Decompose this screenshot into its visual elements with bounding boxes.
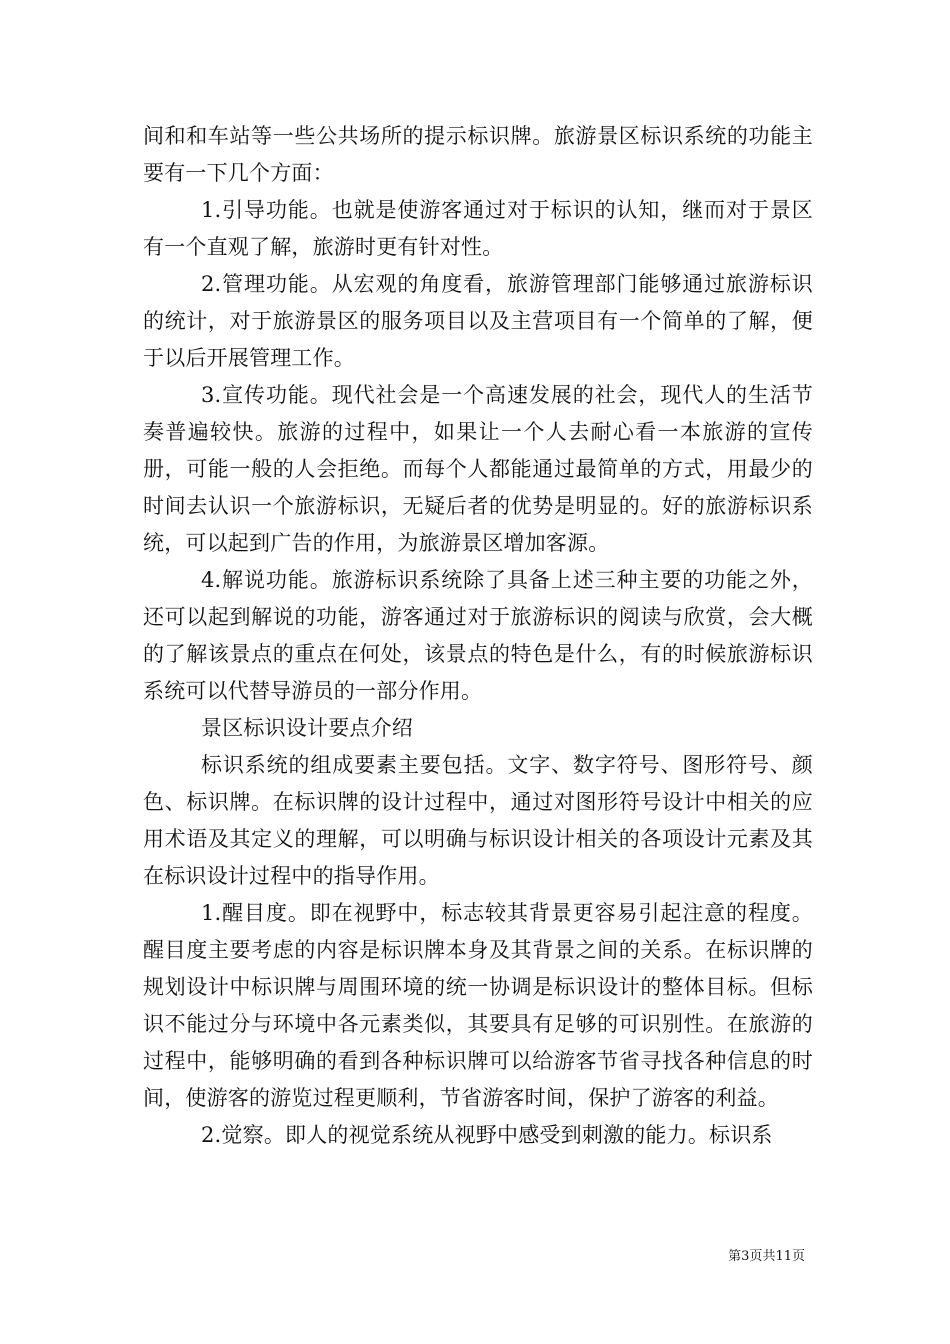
- paragraph-perception: 2.觉察。即人的视觉系统从视野中感受到刺激的能力。标识系: [201, 1123, 773, 1147]
- page-number: 第3页共11页: [728, 1249, 805, 1264]
- paragraph-continuation: 间和和车站等一些公共场所的提示标识牌。旅游景区标识系统的功能主要有一下几个方面：: [143, 124, 813, 185]
- document-body: [143, 118, 813, 1154]
- paragraph-management-function: 2.管理功能。从宏观的角度看，旅游管理部门能够通过旅游标识的统计，对于旅游景区的服务项目以及主营项目有一个简单的了解，便于以后开展管理工作。: [143, 272, 813, 370]
- section-heading: 景区标识设计要点介绍: [201, 716, 413, 740]
- paragraph-conspicuity: 1.醒目度。即在视野中，标志较其背景更容易引起注意的程度。醒目度主要考虑的内容是标识牌本身及其背景之间的关系。在标识牌的规划设计中标识牌与周围环境的统一协调是标识设计的整体目标。但标识不能过分与环境中各元素类似，其要具有足够的可识别性。在旅游的过程中，能够明确的看到各种标识牌可以给游客节省寻找各种信息的时间，使游客的游览过程更顺利，节省游客时间，保护了游客的利益。: [143, 901, 813, 1110]
- paragraph-guidance-function: 1.引导功能。也就是使游客通过对于标识的认知，继而对于景区有一个直观了解，旅游时更有针对性。: [143, 198, 813, 259]
- paragraph-promotion-function: 3.宣传功能。现代社会是一个高速发展的社会，现代人的生活节奏普遍较快。旅游的过程中，如果让一个人去耐心看一本旅游的宣传册，可能一般的人会拒绝。而每个人都能通过最简单的方式，用最少的时间去认识一个旅游标识，无疑后者的优势是明显的。好的旅游标识系统，可以起到广告的作用，为旅游景区增加客源。: [143, 383, 813, 555]
- paragraph-interpretation-function: 4.解说功能。旅游标识系统除了具备上述三种主要的功能之外，还可以起到解说的功能，游客通过对于旅游标识的阅读与欣赏，会大概的了解该景点的重点在何处，该景点的特色是什么，有的时候旅游标识系统可以代替导游员的一部分作用。: [143, 568, 813, 703]
- paragraph-elements: 标识系统的组成要素主要包括。文字、数字符号、图形符号、颜色、标识牌。在标识牌的设计过程中，通过对图形符号设计中相关的应用术语及其定义的理解，可以明确与标识设计相关的各项设计元素及其在标识设计过程中的指导作用。: [143, 753, 813, 888]
